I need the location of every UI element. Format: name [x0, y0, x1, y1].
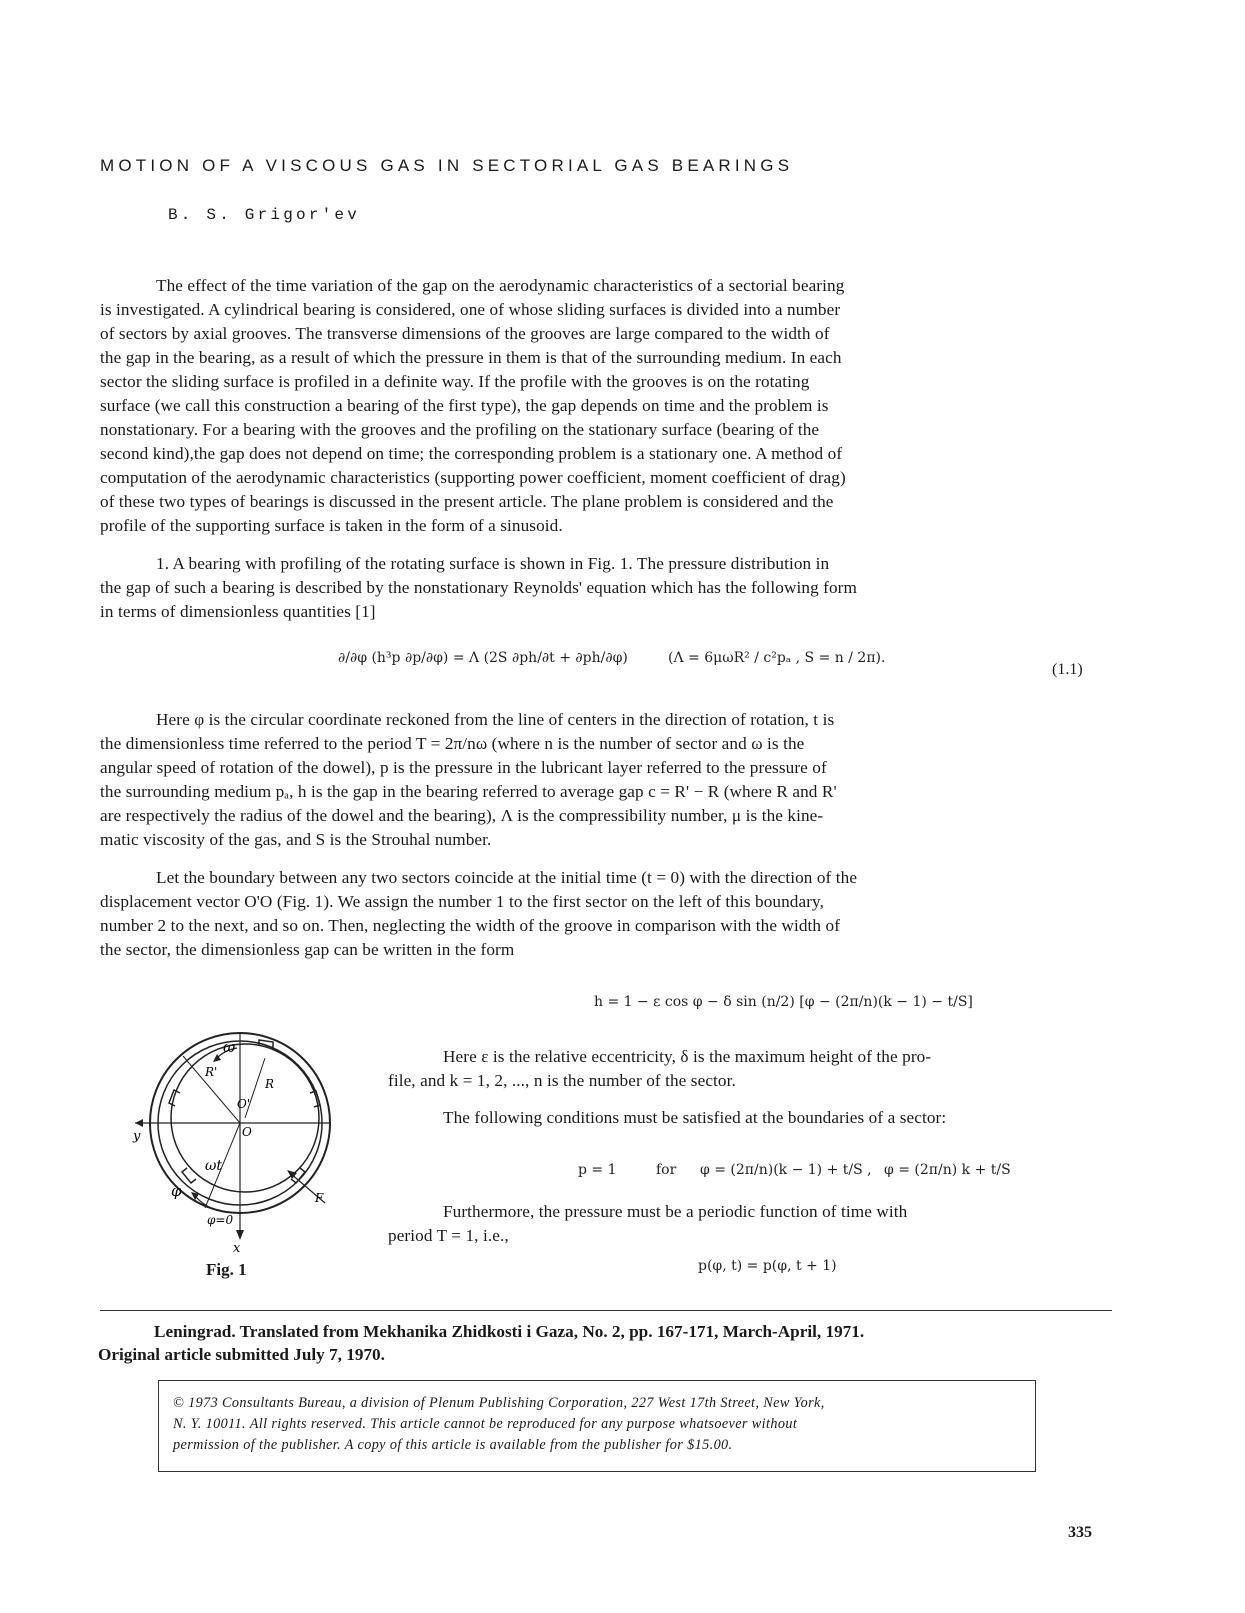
- source-note: Leningrad. Translated from Mekhanika Zhidkosti i Gaza, No. 2, pp. 167-171, March-April, 1971.: [154, 1322, 865, 1341]
- label-phi-zero: φ=0: [207, 1213, 234, 1227]
- label-r-prime: R': [205, 1065, 218, 1079]
- text-line: number 2 to the next, and so on. Then, neglecting the width of the groove in comparison with the width of: [100, 916, 841, 935]
- label-o-prime: O': [237, 1097, 251, 1111]
- text-line: of sectors by axial grooves. The transverse dimensions of the grooves are large compared to the width of: [100, 324, 830, 343]
- text-line: second kind),the gap does not depend on time; the corresponding problem is a stationary one. A method of: [100, 444, 843, 463]
- text-line: angular speed of rotation of the dowel), p is the pressure in the lubricant layer referred to the pressure of: [100, 758, 827, 777]
- equation-boundary-for: for: [656, 1162, 677, 1178]
- equation-number: (1.1): [1052, 661, 1083, 678]
- text-line: nonstationary. For a bearing with the grooves and the profiling on the stationary surface (bearing of the: [100, 420, 820, 439]
- text-line: the sector, the dimensionless gap can be written in the form: [100, 940, 515, 959]
- text-line: the gap in the bearing, as a result of which the pressure in them is that of the surrounding medium. In each: [100, 348, 842, 367]
- equation-periodic: p(φ, t) = p(φ, t + 1): [698, 1258, 837, 1274]
- text-line: The effect of the time variation of the gap on the aerodynamic characteristics of a sectorial bearing: [156, 276, 845, 295]
- text-line: of these two types of bearings is discussed in the present article. The plane problem is considered and the: [100, 492, 834, 511]
- x-axis-arrow: [236, 1230, 244, 1240]
- submission-note: Original article submitted July 7, 1970.: [98, 1345, 385, 1364]
- figure-1-bearing-diagram: [125, 1018, 355, 1258]
- text-line: surface (we call this construction a bearing of the first type), the gap depends on time and the problem is: [100, 396, 829, 415]
- label-omega: ω: [223, 1038, 236, 1056]
- text-line: 1. A bearing with profiling of the rotating surface is shown in Fig. 1. The pressure distribution in: [156, 554, 830, 573]
- equation-1-1-lhs: ∂/∂φ (h³p ∂p/∂φ) = Λ (2S ∂ph/∂t + ∂ph/∂φ): [338, 650, 628, 666]
- copyright-box: [158, 1380, 1036, 1472]
- text-line: the gap of such a bearing is described by the nonstationary Reynolds' equation which has the following form: [100, 578, 857, 597]
- footnote-divider: [100, 1310, 1112, 1311]
- figure-caption: Fig. 1: [206, 1260, 247, 1279]
- text-line: computation of the aerodynamic characteristics (supporting power coefficient, moment coefficient of drag): [100, 468, 846, 487]
- text-line: is investigated. A cylindrical bearing is considered, one of whose sliding surfaces is divided into a number: [100, 300, 841, 319]
- paper-title: MOTION OF A VISCOUS GAS IN SECTORIAL GAS BEARINGS: [100, 156, 794, 175]
- label-f: F: [315, 1191, 324, 1205]
- y-axis-arrow: [135, 1119, 143, 1127]
- equation-boundary-p: p = 1: [578, 1162, 617, 1178]
- text-line: the surrounding medium pₐ, h is the gap in the bearing referred to average gap c = R' − R (where R and R': [100, 782, 837, 801]
- equation-boundary-a: φ = (2π/n)(k − 1) + t/S ,: [700, 1162, 872, 1178]
- text-line: sector the sliding surface is profiled in a definite way. If the profile with the grooves is on the rotating: [100, 372, 810, 391]
- label-y: y: [133, 1129, 141, 1144]
- equation-boundary-b: φ = (2π/n) k + t/S: [884, 1162, 1011, 1178]
- author: B. S. Grigor'ev: [168, 206, 361, 224]
- text-line: in terms of dimensionless quantities [1]: [100, 602, 376, 621]
- label-o: O: [242, 1125, 252, 1139]
- text-line: Here ε is the relative eccentricity, δ is the maximum height of the pro-: [443, 1047, 932, 1066]
- text-line: period T = 1, i.e.,: [388, 1226, 509, 1245]
- copyright-line: © 1973 Consultants Bureau, a division of Plenum Publishing Corporation, 227 West 17th Street, New York,: [173, 1395, 825, 1411]
- text-line: file, and k = 1, 2, ..., n is the number of the sector.: [388, 1071, 736, 1090]
- page-number: 335: [1068, 1524, 1092, 1541]
- text-line: Furthermore, the pressure must be a periodic function of time with: [443, 1202, 908, 1221]
- label-r: R: [265, 1077, 275, 1091]
- equation-1-1-definitions: (Λ = 6μωR² / c²pₐ , S = n / 2π).: [668, 650, 886, 666]
- copyright-line: permission of the publisher. A copy of this article is available from the publisher for $15.00.: [173, 1437, 733, 1453]
- text-line: Here φ is the circular coordinate reckoned from the line of centers in the direction of rotation, t is: [156, 710, 835, 729]
- text-line: the dimensionless time referred to the period T = 2π/nω (where n is the number of sector and ω is the: [100, 734, 805, 753]
- label-omega-t: ωt: [205, 1158, 223, 1174]
- groove: [182, 1168, 196, 1183]
- equation-gap: h = 1 − ε cos φ − δ sin (n/2) [φ − (2π/n)(k − 1) − t/S]: [594, 994, 973, 1010]
- text-line: Let the boundary between any two sectors coincide at the initial time (t = 0) with the direction of the: [156, 868, 858, 887]
- label-x: x: [233, 1241, 241, 1256]
- label-phi: φ: [171, 1182, 182, 1200]
- text-line: profile of the supporting surface is taken in the form of a sinusoid.: [100, 516, 563, 535]
- text-line: are respectively the radius of the dowel and the bearing), Λ is the compressibility number, μ is the kine-: [100, 806, 824, 825]
- copyright-line: N. Y. 10011. All rights reserved. This article cannot be reproduced for any purpose whatsoever without: [173, 1416, 798, 1432]
- conditions-line: The following conditions must be satisfied at the boundaries of a sector:: [443, 1108, 947, 1127]
- text-line: matic viscosity of the gas, and S is the Strouhal number.: [100, 830, 492, 849]
- text-line: displacement vector O'O (Fig. 1). We assign the number 1 to the first sector on the left of this boundary,: [100, 892, 824, 911]
